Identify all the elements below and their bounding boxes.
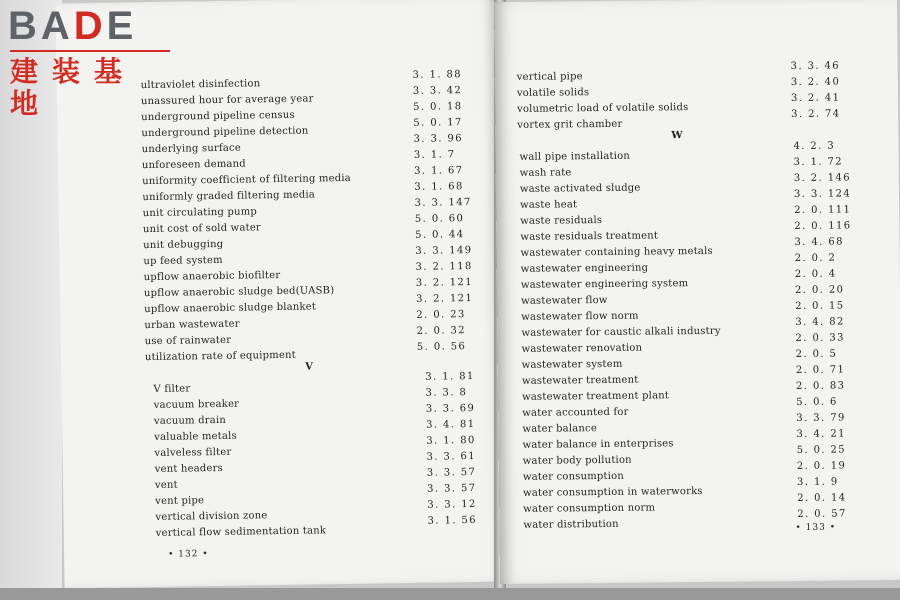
index-ref: 3. 1. 56 <box>427 514 478 527</box>
index-term: water balance <box>522 423 597 435</box>
index-term: vent headers <box>154 462 224 475</box>
index-term: waste residuals treatment <box>520 230 659 243</box>
index-term: water consumption norm <box>523 502 656 515</box>
index-term: up feed system <box>143 254 223 268</box>
index-ref: 3. 3. 79 <box>796 412 846 424</box>
index-term: ultraviolet disinfection <box>140 78 261 92</box>
logo-text-suffix: E <box>106 4 138 48</box>
logo-text-accent: D <box>73 4 107 48</box>
index-term: upflow anaerobic sludge bed(UASB) <box>143 285 335 300</box>
index-ref: 2. 0. 32 <box>416 325 467 337</box>
logo-underline <box>10 50 170 52</box>
section-letter-v: V <box>305 361 314 373</box>
index-ref: 3. 1. 80 <box>426 434 476 447</box>
index-ref: 3. 3. 57 <box>427 482 477 495</box>
index-term: use of rainwater <box>144 334 232 348</box>
index-ref: 5. 0. 56 <box>416 341 467 353</box>
index-term: wastewater flow <box>521 294 608 307</box>
logo-chinese-text: 建装基地 <box>10 55 137 120</box>
index-ref: 3. 1. 9 <box>796 476 839 488</box>
index-ref: 3. 1. 81 <box>425 370 475 383</box>
index-ref: 3. 3. 124 <box>793 188 852 200</box>
index-ref: 3. 3. 57 <box>426 466 477 479</box>
index-term: unit cost of sold water <box>142 222 261 236</box>
index-ref: 2. 0. 19 <box>796 460 847 472</box>
scan-bottom-edge <box>0 588 900 600</box>
index-term: unassured hour for average year <box>140 93 314 108</box>
index-term: valuable metals <box>154 430 237 443</box>
index-ref: 3. 3. 69 <box>425 402 476 415</box>
index-ref: 5. 0. 6 <box>796 396 838 408</box>
index-ref: 4. 2. 3 <box>793 140 836 152</box>
index-ref: 2. 0. 4 <box>794 268 837 280</box>
index-ref: 2. 0. 23 <box>416 309 466 321</box>
index-term: volatile solids <box>516 87 590 99</box>
index-ref: 2. 0. 20 <box>794 284 845 296</box>
index-ref: 3. 4. 21 <box>796 428 846 440</box>
index-term: upflow anaerobic sludge blanket <box>144 301 317 316</box>
index-ref: 3. 1. 72 <box>793 156 844 168</box>
index-ref: 5. 0. 60 <box>414 213 465 225</box>
index-ref: 5. 0. 17 <box>413 117 463 129</box>
index-term: uniformly graded filtering media <box>142 189 316 204</box>
index-ref: 3. 2. 118 <box>415 260 473 273</box>
index-term: unforeseen demand <box>141 158 246 172</box>
index-term: vacuum drain <box>153 414 227 427</box>
index-term: upflow anaerobic biofilter <box>143 269 281 284</box>
index-term: wastewater flow norm <box>521 310 639 323</box>
index-term: water consumption in waterworks <box>523 485 703 499</box>
index-ref: 3. 3. 42 <box>412 85 463 97</box>
index-term: V filter <box>153 383 191 395</box>
index-ref: 3. 3. 147 <box>414 196 472 209</box>
index-term: wastewater for caustic alkali industry <box>521 325 721 339</box>
index-ref: 2. 0. 116 <box>794 220 852 232</box>
index-term: wastewater engineering <box>520 262 649 275</box>
index-ref: 3. 3. 149 <box>415 244 473 257</box>
index-term: utilization rate of equipment <box>144 349 296 364</box>
index-term: vortex grit chamber <box>517 118 623 131</box>
index-term: water distribution <box>523 518 619 531</box>
section-letter-w: W <box>671 130 683 142</box>
index-ref: 2. 0. 71 <box>795 364 846 376</box>
index-ref: 3. 2. 74 <box>791 108 841 121</box>
index-term: volumetric load of volatile solids <box>517 102 689 115</box>
index-term: wastewater engineering system <box>520 278 689 291</box>
index-term: water accounted for <box>522 406 629 419</box>
index-ref: 2. 0. 33 <box>795 332 845 344</box>
index-ref: 5. 0. 25 <box>796 444 847 456</box>
page-number: • 132 • <box>168 549 209 560</box>
index-term: waste residuals <box>520 215 603 227</box>
index-ref: 2. 0. 5 <box>795 348 838 360</box>
index-ref: 3. 3. 12 <box>427 498 477 511</box>
index-ref: 3. 3. 61 <box>426 450 477 463</box>
page-133 <box>494 0 900 584</box>
index-ref: 2. 0. 2 <box>794 252 837 264</box>
index-ref: 3. 1. 67 <box>414 165 464 177</box>
index-term: wall pipe installation <box>519 150 631 163</box>
index-ref: 2. 0. 111 <box>794 204 852 216</box>
index-term: vertical division zone <box>155 510 268 523</box>
index-ref: 2. 0. 57 <box>797 508 847 520</box>
index-term: waste heat <box>520 199 578 211</box>
index-term: underground pipeline detection <box>141 125 309 140</box>
index-term: vent pipe <box>155 495 205 507</box>
index-ref: 3. 4. 68 <box>794 236 844 248</box>
index-term: vertical pipe <box>516 71 583 83</box>
index-term: vacuum breaker <box>153 398 240 411</box>
index-term: uniformity coefficient of filtering media <box>142 172 352 188</box>
index-term: unit debugging <box>143 238 224 252</box>
index-ref: 3. 2. 40 <box>790 76 841 89</box>
index-term: underground pipeline census <box>141 109 295 124</box>
index-term: wash rate <box>519 167 572 179</box>
index-ref: 3. 2. 121 <box>416 292 474 305</box>
index-ref: 3. 1. 68 <box>414 181 464 193</box>
index-term: waste activated sludge <box>519 182 641 195</box>
index-ref: 2. 0. 14 <box>797 492 847 504</box>
index-ref: 2. 0. 83 <box>795 380 846 392</box>
index-term: urban wastewater <box>144 318 240 332</box>
index-ref: 3. 1. 7 <box>413 149 456 161</box>
index-ref: 3. 4. 81 <box>426 418 476 431</box>
index-term: wastewater treatment <box>521 374 639 387</box>
index-ref: 3. 3. 8 <box>425 387 468 399</box>
index-term: wastewater renovation <box>521 342 643 355</box>
index-term: wastewater system <box>521 358 623 371</box>
index-ref: 3. 4. 82 <box>795 316 845 328</box>
logo-wordmark <box>8 4 137 48</box>
index-ref: 5. 0. 44 <box>415 229 465 241</box>
index-ref: 3. 3. 96 <box>413 133 464 145</box>
index-term: valveless filter <box>154 446 232 459</box>
index-term: vertical flow sedimentation tank <box>155 525 327 539</box>
page-number: • 133 • <box>795 522 837 533</box>
index-ref: 3. 3. 46 <box>790 60 841 73</box>
index-ref: 3. 2. 41 <box>790 92 841 105</box>
index-ref: 3. 2. 146 <box>793 172 852 184</box>
index-term: water consumption <box>522 470 625 483</box>
index-term: wastewater containing heavy metals <box>520 245 713 259</box>
index-term: water body pollution <box>522 454 632 467</box>
index-ref: 2. 0. 15 <box>795 300 845 312</box>
index-term: underlying surface <box>141 142 242 156</box>
index-term: water balance in enterprises <box>522 438 674 451</box>
index-term: wastewater treatment plant <box>522 390 670 403</box>
index-ref: 5. 0. 18 <box>413 101 463 113</box>
bade-logo <box>6 4 176 120</box>
index-term: vent <box>154 479 178 491</box>
logo-text-prefix: BA <box>8 4 74 48</box>
index-term: unit circulating pump <box>142 206 258 220</box>
index-ref: 3. 1. 88 <box>412 69 463 81</box>
index-ref: 3. 2. 121 <box>415 276 474 289</box>
